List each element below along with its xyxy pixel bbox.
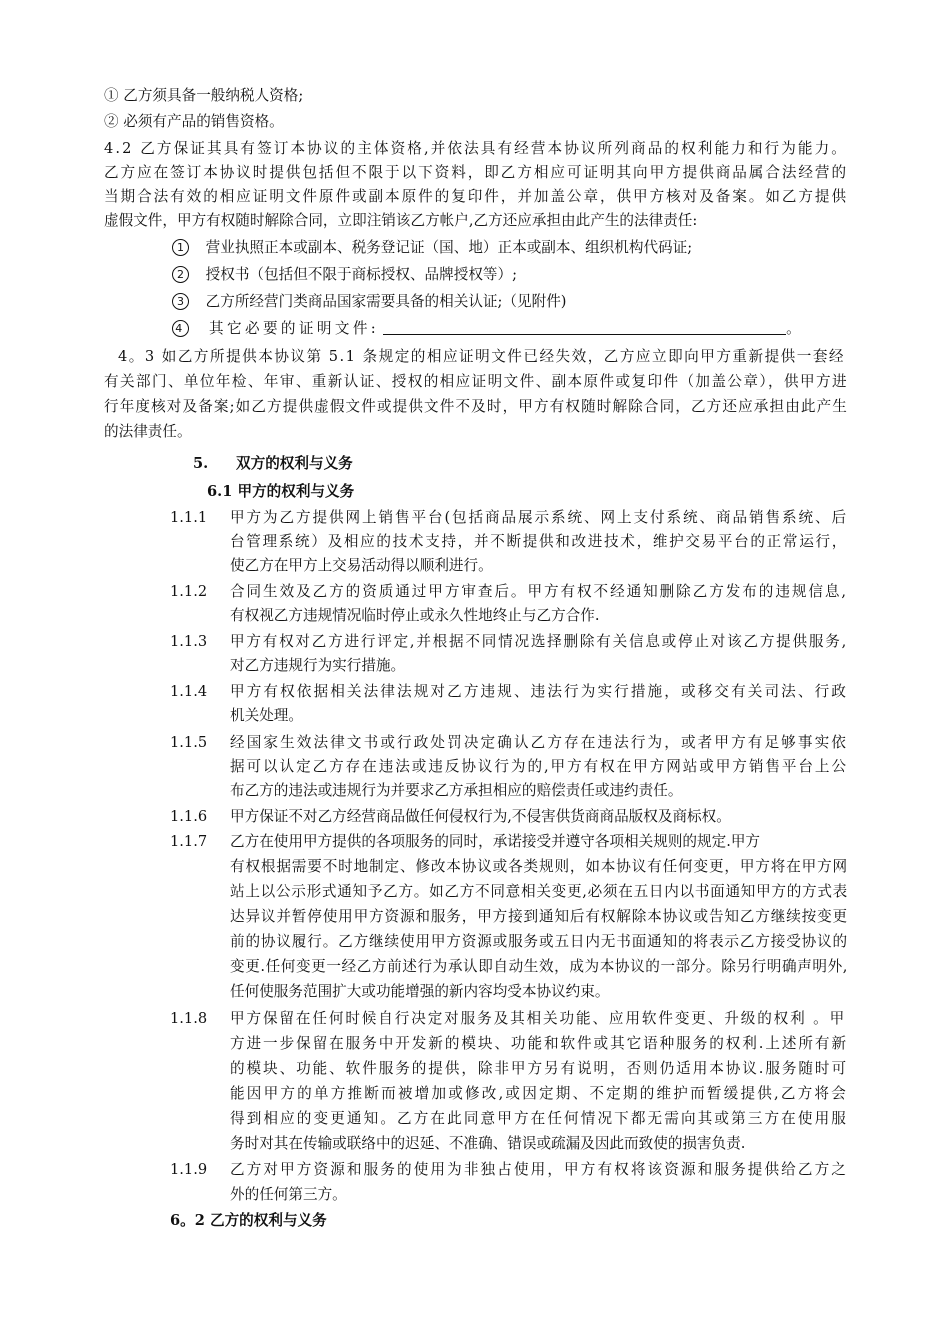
clause-line: 机关处理。 <box>230 707 303 724</box>
clause-line: 据可以认定乙方存在违法或违反协议行为的,甲方有权在甲方网站或甲方销售平台上公 <box>230 758 848 775</box>
clause-line: 合同生效及乙方的资质通过甲方审查后。甲方有权不经通知删除乙方发布的违规信息, <box>230 583 848 600</box>
circled-number-icon: 1 <box>172 239 189 256</box>
clause-line: 甲方保证不对乙方经营商品做任何侵权行为,不侵害供货商商品版权及商标权。 <box>230 808 731 825</box>
doc-list-text: 乙方所经营门类商品国家需要具备的相关认证;（见附件) <box>205 293 567 310</box>
clause-number: 1.1.7 <box>170 833 208 850</box>
clause-line: 达异议并暂停使用甲方资源和服务，甲方接到通知后有权解除本协议或告知乙方继续按变更 <box>230 908 848 925</box>
clause-line: 使乙方在甲方上交易活动得以顺利进行。 <box>230 557 493 574</box>
circled-number-icon: 2 <box>172 266 189 283</box>
paragraph-4-2-line: 当期合法有效的相应证明文件原件或副本原件的复印件，并加盖公章，供甲方核对及备案。如乙方提供 <box>104 188 848 205</box>
section-6-1-heading: 6.1 甲方的权利与义务 <box>207 483 355 500</box>
doc-list-text: 其它必要的证明文件: <box>209 320 380 337</box>
doc-list-item <box>172 238 692 258</box>
intro-item: ① 乙方须具备一般纳税人资格; <box>104 87 304 104</box>
clause-line: 甲方保留在任何时候自行决定对服务及其相关功能、应用软件变更、升级的权利 。甲 <box>230 1010 847 1027</box>
section-5-number: 5. <box>193 455 209 472</box>
clause-line: 乙方在使用甲方提供的各项服务的同时，承诺接受并遵守各项相关规则的规定.甲方 <box>230 833 761 850</box>
clause-number: 1.1.2 <box>170 583 208 600</box>
clause-line: 有权视乙方违规情况临时停止或永久性地终止与乙方合作. <box>230 607 600 624</box>
circled-number-icon: 3 <box>172 293 189 310</box>
doc-list-item <box>172 319 804 339</box>
clause-line: 外的任何第三方。 <box>230 1186 347 1203</box>
section-6-2-heading: 6。2 乙方的权利与义务 <box>170 1212 327 1229</box>
intro-item: ② 必须有产品的销售资格。 <box>104 113 284 130</box>
clause-line: 甲方有权依据相关法律法规对乙方违规、违法行为实行措施，或移交有关司法、行政 <box>230 683 848 700</box>
doc-list-text: 授权书（包括但不限于商标授权、品牌授权等）; <box>205 266 518 283</box>
clause-number: 1.1.1 <box>170 509 208 526</box>
circled-number-icon: 4 <box>172 320 189 337</box>
clause-line: 甲方有权对乙方进行评定,并根据不同情况选择删除有关信息或停止对该乙方提供服务, <box>230 633 848 650</box>
clause-line: 能因甲方的单方推断而被增加或修改,或因定期、不定期的维护而暂缓提供,乙方将会 <box>230 1085 848 1102</box>
clause-line: 站上以公示形式通知予乙方。如乙方不同意相关变更,必须在五日内以书面通知甲方的方式表 <box>230 883 848 900</box>
paragraph-4-3-line: 4。3 如乙方所提供本协议第 5.1 条规定的相应证明文件已经失效，乙方应立即向甲方重新提供一套经 <box>118 348 846 365</box>
clause-line: 的模块、功能、软件服务的提供，除非甲方另有说明，否则仍适用本协议.服务随时可 <box>230 1060 848 1077</box>
clause-line: 得到相应的变更通知。乙方在此同意甲方在任何情况下都无需向其或第三方在使用服 <box>230 1110 848 1127</box>
sentence-end-mark: 。 <box>786 320 805 337</box>
clause-line: 任何使服务范围扩大或功能增强的新内容均受本协议约束。 <box>230 983 610 1000</box>
clause-line: 甲方为乙方提供网上销售平台(包括商品展示系统、网上支付系统、商品销售系统、后 <box>230 509 848 526</box>
clause-line: 台管理系统）及相应的技术支持，并不断提供和改进技术，维护交易平台的正常运行， <box>230 533 848 550</box>
clause-line: 前的协议履行。乙方继续使用甲方资源或服务或五日内无书面通知的将表示乙方接受协议的 <box>230 933 848 950</box>
clause-line: 务时对其在传输或联络中的迟延、不准确、错误或疏漏及因此而致使的损害负责. <box>230 1135 746 1152</box>
paragraph-4-2-line: 4.2 乙方保证其具有签订本协议的主体资格,并依法具有经营本协议所列商品的权利能力和行为能力。 <box>104 140 848 157</box>
paragraph-4-3-line: 有关部门、单位年检、年审、重新认证、授权的相应证明文件、副本原件或复印件（加盖公章），供甲方进 <box>104 373 848 390</box>
clause-number: 1.1.9 <box>170 1161 208 1178</box>
clause-line: 方进一步保留在服务中开发新的模块、功能和软件或其它语种服务的权利.上述所有新 <box>230 1035 848 1052</box>
clause-number: 1.1.8 <box>170 1010 208 1027</box>
clause-number: 1.1.5 <box>170 734 208 751</box>
clause-line: 布乙方的违法或违规行为并要求乙方承担相应的赔偿责任或违约责任。 <box>230 782 683 799</box>
section-5-title: 双方的权利与义务 <box>236 455 353 472</box>
clause-line: 变更.任何变更一经乙方前述行为承认即自动生效，成为本协议的一部分。除另行明确声明外, <box>230 958 848 975</box>
paragraph-4-2-line: 乙方应在签订本协议时提供包括但不限于以下资料，即乙方相应可证明其向甲方提供商品属合法经营的 <box>104 164 848 181</box>
clause-line: 乙方对甲方资源和服务的使用为非独占使用，甲方有权将该资源和服务提供给乙方之 <box>230 1161 848 1178</box>
doc-list-item <box>172 265 517 285</box>
fill-in-blank-line <box>383 319 786 335</box>
paragraph-4-2-line: 虚假文件，甲方有权随时解除合同，立即注销该乙方帐户,乙方还应承担由此产生的法律责任: <box>104 212 698 229</box>
clause-line: 有权根据需要不时地制定、修改本协议或各类规则，如本协议有任何变更，甲方将在甲方网 <box>230 858 848 875</box>
doc-list-item <box>172 292 567 312</box>
clause-number: 1.1.6 <box>170 808 208 825</box>
paragraph-4-3-line: 行年度核对及备案;如乙方提供虚假文件或提供文件不及时，甲方有权随时解除合同，乙方还应承担由此产生 <box>104 398 848 415</box>
clause-line: 对乙方违规行为实行措施。 <box>230 657 406 674</box>
paragraph-4-3-line: 的法律责任。 <box>104 423 192 440</box>
clause-number: 1.1.3 <box>170 633 208 650</box>
doc-list-text: 营业执照正本或副本、税务登记证（国、地）正本或副本、组织机构代码证; <box>205 239 693 256</box>
clause-line: 经国家生效法律文书或行政处罚决定确认乙方存在违法行为，或者甲方有足够事实依 <box>230 734 848 751</box>
clause-number: 1.1.4 <box>170 683 208 700</box>
